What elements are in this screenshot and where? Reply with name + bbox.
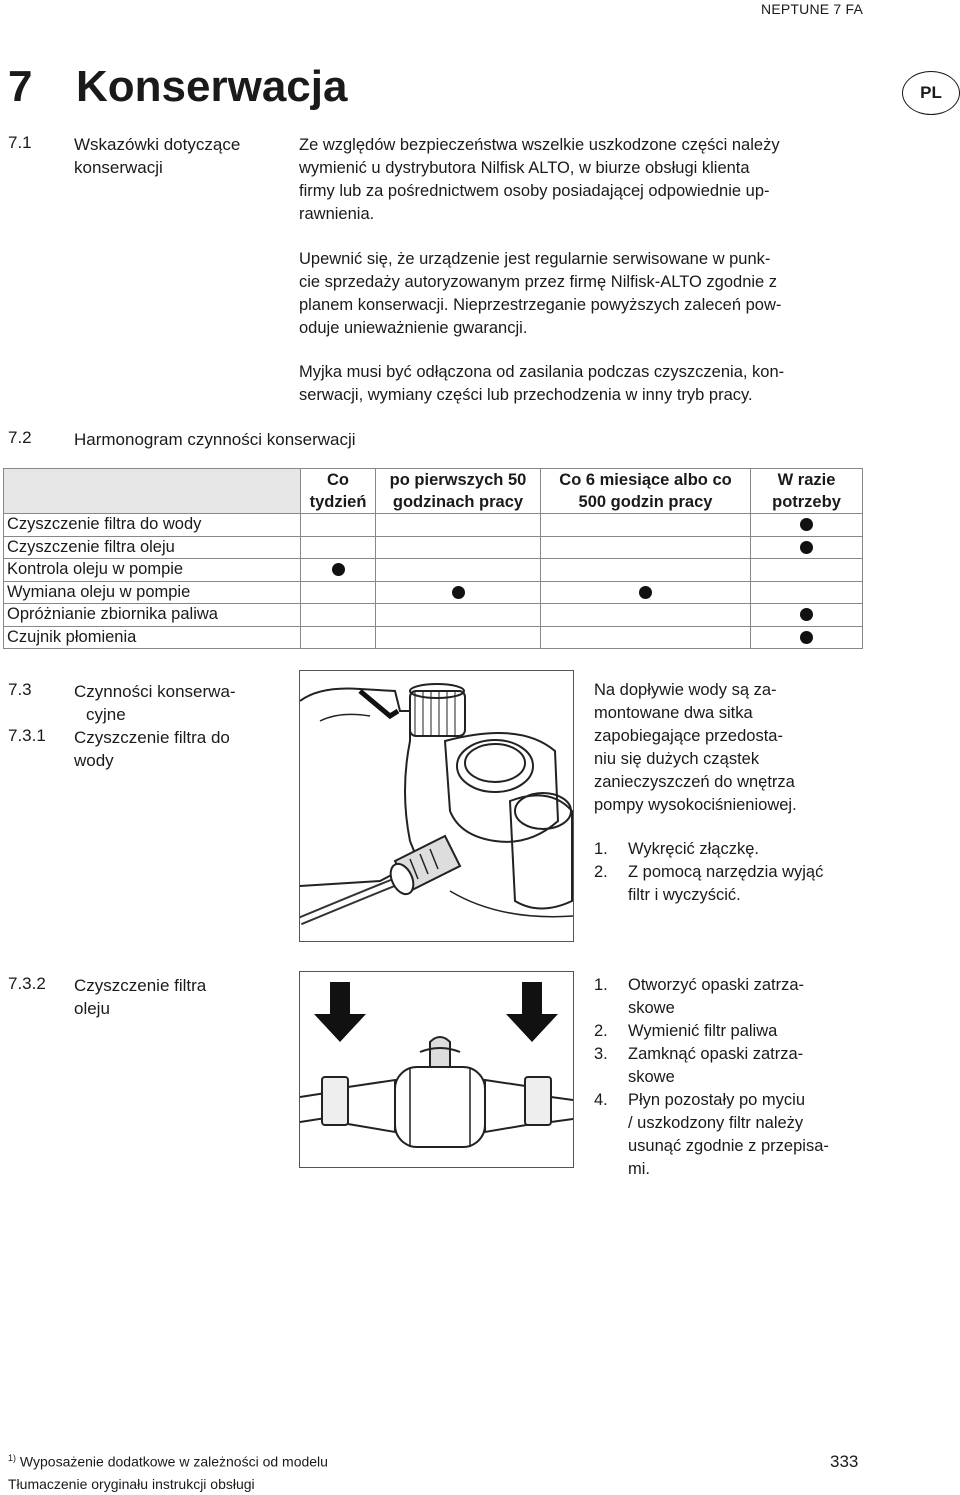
step-line: mi.	[628, 1160, 650, 1178]
table-row	[4, 514, 863, 537]
table-row	[4, 604, 863, 627]
para-line: Upewnić się, że urządzenie jest regularnie serwisowane w punk-	[299, 250, 771, 268]
step-item	[594, 974, 829, 1020]
table-header-blank	[4, 469, 301, 514]
step-item	[594, 1020, 829, 1043]
footnote	[8, 1453, 328, 1470]
task-label: Kontrola oleju w pompie	[4, 559, 301, 582]
column-header-line: Co	[327, 471, 349, 489]
para-line: zapobiegające przedosta-	[594, 727, 783, 745]
schedule-cell	[541, 514, 751, 537]
schedule-cell	[751, 626, 863, 649]
step-line: skowe	[628, 1068, 675, 1086]
para-line: zanieczyszczeń do wnętrza	[594, 773, 795, 791]
para-line: cie sprzedaży autoryzowanym przez firmę Nilfisk-ALTO zgodnie z	[299, 273, 778, 291]
section-7-2-title: Harmonogram czynności konserwacji	[74, 430, 356, 449]
section-7-1-title	[74, 133, 240, 179]
table-row	[4, 536, 863, 559]
schedule-cell	[376, 536, 541, 559]
schedule-cell	[541, 626, 751, 649]
column-header-line: W razie	[777, 471, 836, 489]
step-item	[594, 1043, 829, 1089]
section-7-3-2-title	[74, 974, 206, 1020]
header-model: NEPTUNE 7 FA	[761, 1, 863, 17]
section-7-3-2-title-line2: oleju	[74, 999, 110, 1018]
column-header-line: potrzeby	[772, 493, 841, 511]
section-7-3-2-number: 7.3.2	[8, 974, 46, 993]
schedule-cell	[376, 604, 541, 627]
section-7-1-title-line1: Wskazówki dotyczące	[74, 135, 241, 154]
bullet-dot-icon	[639, 586, 652, 599]
task-label: Wymiana oleju w pompie	[4, 581, 301, 604]
column-header-6-months	[541, 469, 751, 514]
para-line: serwacji, wymiany części lub przechodzenia w inny tryb pracy.	[299, 386, 753, 404]
page-number: 333	[830, 1452, 859, 1471]
water-filter-figure	[299, 670, 574, 942]
step-line: filtr i wyczyścić.	[628, 886, 741, 904]
section-7-3-number: 7.3	[8, 680, 32, 699]
translation-note: Tłumaczenie oryginału instrukcji obsługi	[8, 1476, 255, 1492]
section-7-3-1-text	[594, 679, 797, 817]
para-line: firmy lub za pośrednictwem osoby posiadającej odpowiednie up-	[299, 182, 770, 200]
table-row	[4, 626, 863, 649]
step-line: Z pomocą narzędzia wyjąć	[628, 863, 824, 881]
step-line: Wymienić filtr paliwa	[628, 1022, 778, 1040]
schedule-cell	[541, 604, 751, 627]
schedule-cell	[301, 559, 376, 582]
schedule-cell	[751, 559, 863, 582]
para-line: wymienić u dystrybutora Nilfisk ALTO, w biurze obsługi klienta	[299, 159, 750, 177]
schedule-cell	[541, 559, 751, 582]
para-line: pompy wysokociśnieniowej.	[594, 796, 797, 814]
section-7-3-2-steps	[594, 974, 829, 1181]
step-item	[594, 861, 823, 907]
section-7-2-number: 7.2	[8, 428, 32, 447]
section-7-3-title-line2: cyjne	[86, 705, 126, 724]
column-header-line: tydzień	[309, 493, 367, 511]
schedule-cell	[376, 559, 541, 582]
step-line: usunąć zgodnie z przepisa-	[628, 1137, 829, 1155]
bullet-dot-icon	[800, 541, 813, 554]
column-header-line: Co 6 miesiące albo co	[559, 471, 732, 489]
chapter-title: Konserwacja	[76, 62, 348, 111]
column-header-line: po pierwszych 50	[389, 471, 527, 489]
step-item	[594, 1089, 829, 1181]
step-line: Wykręcić złączkę.	[628, 840, 759, 858]
bullet-dot-icon	[452, 586, 465, 599]
schedule-cell	[376, 626, 541, 649]
language-badge: PL	[902, 71, 960, 115]
section-7-3-title-line1: Czynności konserwa-	[74, 682, 236, 701]
schedule-cell	[751, 604, 863, 627]
schedule-cell	[376, 581, 541, 604]
oil-filter-illustration	[300, 972, 573, 1167]
schedule-cell	[301, 626, 376, 649]
arrow-down-left-icon	[314, 982, 366, 1042]
task-label: Opróżnianie zbiornika paliwa	[4, 604, 301, 627]
column-header-weekly	[301, 469, 376, 514]
schedule-cell	[541, 536, 751, 559]
table-header-row	[4, 469, 863, 514]
bullet-dot-icon	[332, 563, 345, 576]
section-7-3-1-title	[74, 726, 230, 772]
step-item	[594, 838, 823, 861]
column-header-line: 500 godzin pracy	[578, 493, 713, 511]
step-number: 2.	[594, 863, 608, 881]
step-line: Płyn pozostały po myciu	[628, 1091, 805, 1109]
step-line: Zamknąć opaski zatrza-	[628, 1045, 804, 1063]
section-7-3-2-title-line1: Czyszczenie filtra	[74, 976, 207, 995]
schedule-cell	[301, 581, 376, 604]
section-7-3-1-title-line2: wody	[74, 751, 114, 770]
table-body	[4, 514, 863, 649]
schedule-cell	[751, 581, 863, 604]
section-7-1-title-line2: konserwacji	[74, 158, 163, 177]
task-label: Czujnik płomienia	[4, 626, 301, 649]
column-header-line: godzinach pracy	[392, 493, 524, 511]
para-line: oduje unieważnienie gwarancji.	[299, 319, 528, 337]
water-filter-illustration	[300, 671, 573, 941]
step-line: / uszkodzony filtr należy	[628, 1114, 804, 1132]
step-number: 2.	[594, 1022, 608, 1040]
maintenance-schedule-table	[3, 468, 863, 649]
para-line: rawnienia.	[299, 205, 375, 223]
schedule-cell	[301, 536, 376, 559]
footnote-text: Wyposażenie dodatkowe w zależności od modelu	[19, 1453, 328, 1470]
step-line: Otworzyć opaski zatrza-	[628, 976, 805, 994]
para-line: planem konserwacji. Nieprzestrzeganie powyższych zaleceń pow-	[299, 296, 782, 314]
task-label: Czyszczenie filtra oleju	[4, 536, 301, 559]
step-number: 1.	[594, 976, 608, 994]
step-number: 4.	[594, 1091, 608, 1109]
step-line: skowe	[628, 999, 675, 1017]
bullet-dot-icon	[800, 518, 813, 531]
footnote-mark: 1)	[8, 1453, 17, 1463]
table-row	[4, 559, 863, 582]
column-header-as-needed	[751, 469, 863, 514]
schedule-cell	[751, 514, 863, 537]
section-7-1-paragraph-3	[299, 361, 784, 407]
para-line: Ze względów bezpieczeństwa wszelkie uszkodzone części należy	[299, 136, 780, 154]
schedule-cell	[541, 581, 751, 604]
step-number: 3.	[594, 1045, 608, 1063]
chapter-number: 7	[8, 62, 33, 111]
arrow-down-right-icon	[506, 982, 558, 1042]
section-7-1-paragraph-2	[299, 248, 781, 340]
section-7-3-1-steps	[594, 838, 823, 907]
section-7-1-paragraph-1	[299, 134, 780, 226]
section-7-3-1-number: 7.3.1	[8, 726, 46, 745]
para-line: Myjka musi być odłączona od zasilania podczas czyszczenia, kon-	[299, 363, 785, 381]
para-line: niu się dużych cząstek	[594, 750, 760, 768]
step-number: 1.	[594, 840, 608, 858]
column-header-first-50h	[376, 469, 541, 514]
schedule-cell	[751, 536, 863, 559]
para-line: montowane dwa sitka	[594, 704, 753, 722]
bullet-dot-icon	[800, 631, 813, 644]
table-row	[4, 581, 863, 604]
schedule-cell	[301, 514, 376, 537]
section-7-3-title	[74, 680, 236, 726]
para-line: Na dopływie wody są za-	[594, 681, 777, 699]
bullet-dot-icon	[800, 608, 813, 621]
section-7-1-number: 7.1	[8, 133, 32, 152]
oil-filter-figure	[299, 971, 574, 1168]
task-label: Czyszczenie filtra do wody	[4, 514, 301, 537]
schedule-cell	[301, 604, 376, 627]
section-7-3-1-title-line1: Czyszczenie filtra do	[74, 728, 230, 747]
schedule-cell	[376, 514, 541, 537]
